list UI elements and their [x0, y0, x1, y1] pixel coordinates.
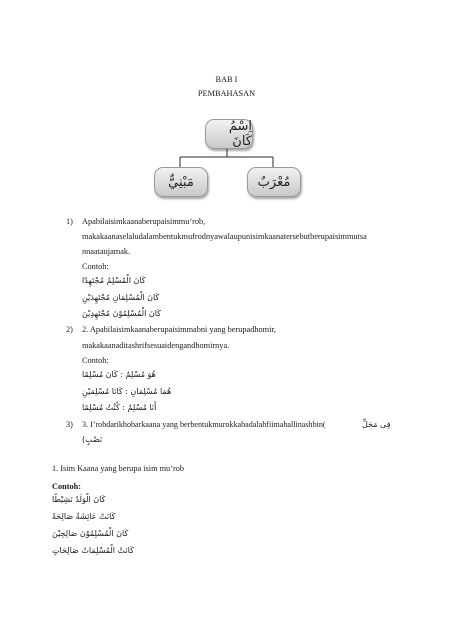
chapter-heading: BAB I: [215, 75, 238, 84]
section-contoh-label: Contoh:: [52, 482, 82, 491]
item-2-line-1: 2. Apabilaisimkaanaberupaisimmabni yang berupadhomir,: [82, 325, 276, 334]
diagram-root-node: اِسْمُ كَانَ: [205, 119, 253, 149]
item-2-contoh-label: Contoh:: [82, 356, 109, 365]
item-3-line-1: 3. I’robdarikhobarkaana yang berbentukmurokkabadalahfiimahallinashbin(: [82, 420, 326, 429]
item-2-example-2: هُمَا مُسْلِمَانِ : كَانَا مُسْلِمَيْنِ: [82, 387, 172, 396]
diagram-node-murab: مُعْرَبٌ: [247, 167, 301, 197]
section-heading: 1. Isim Kaana yang berupa isim mu’rob: [52, 464, 185, 473]
item-1-example-3: كَانَ الْمُسْلِمُوْنَ مُجْتَهِدِيْنَ: [82, 309, 161, 318]
item-1-line-1: Apabilaisimkaanaberupaisimmu’rob,: [82, 217, 206, 226]
item-1-example-2: كَانَ الْمُسْلِمَانِ مُجْتَهِدَيْنِ: [82, 293, 160, 302]
list-number-1: 1): [66, 217, 73, 226]
item-1-line-2: makakaanaselaludalambentukmufrodnyawalaupunisimkaanatersebutberupaisimmutsa: [82, 232, 367, 241]
section-title: PEMBAHASAN: [197, 89, 256, 98]
item-3-arabic-2: نَصْبٍ): [82, 435, 103, 444]
section-example-4: كَانَتْ الْمُسْلِمَاتُ صَالِحَاتٍ: [52, 546, 134, 555]
diagram-node-mabni: مَبْنِيٌّ: [154, 167, 208, 197]
section-example-1: كَانَ الْوَلَدُ نَشِيْطًا: [52, 495, 106, 504]
list-number-2: 2): [66, 325, 73, 334]
list-number-3: 3): [66, 420, 73, 429]
item-1-example-1: كَانَ الْمُسْلِمُ مُجْتَهِدًا: [82, 276, 146, 285]
item-2-example-1: هُوَ مُسْلِمٌ : كَانَ مُسْلِمًا: [82, 370, 156, 379]
tree-connectors: [0, 0, 453, 200]
item-3-arabic-1: فِى مَحَلِّ: [362, 420, 391, 429]
item-2-line-2: makakaanaditashrifsesuaidengandhomirnya.: [82, 341, 230, 350]
section-example-2: كَانَتْ عَائِشَةُ صَالِحَةً: [52, 512, 116, 521]
item-1-line-3: nnaataujamak.: [82, 247, 131, 256]
item-2-example-3: أَنَا مُسْلِمٌ : كُنْتُ مُسْلِمًا: [82, 403, 157, 412]
section-example-3: كَانَ الْمُسْلِمُوْنَ صَالِحِيْنَ: [52, 529, 129, 538]
item-1-contoh-label: Contoh:: [82, 262, 109, 271]
